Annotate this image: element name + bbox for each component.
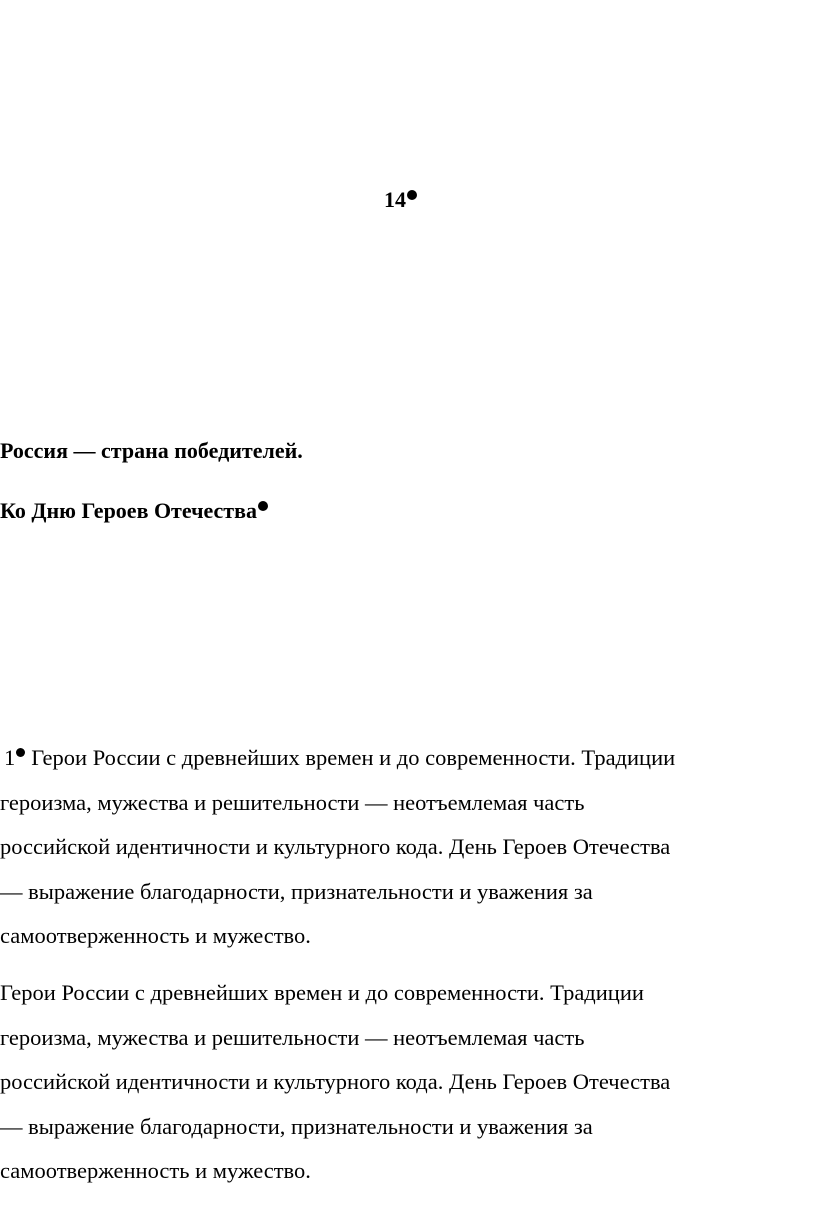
paragraph-line: — выражение благодарности, признательности и уважения за (0, 878, 593, 904)
paragraph-line: героизма, мужества и решительности — неотъемлемая часть (0, 1024, 585, 1050)
bullet-icon (407, 190, 417, 200)
paragraph-line (0, 736, 816, 781)
document-subtitle (0, 497, 268, 525)
paragraph-line: самоотверженность и мужество. (0, 923, 311, 948)
paragraph-line: — выражение благодарности, признательности и уважения за (0, 1113, 593, 1139)
page-number-text: 14 (384, 187, 406, 212)
body-paragraph-1 (0, 736, 816, 959)
paragraph-line-text: Герои России с древнейших времен и до современности. Традиции (31, 745, 676, 770)
bullet-icon (258, 501, 268, 511)
paragraph-line: Герои России с древнейших времен и до современности. Традиции (0, 980, 644, 1005)
document-title: Россия — страна победителей. (0, 438, 303, 463)
page-number (384, 186, 417, 214)
body-paragraph-2 (0, 971, 816, 1194)
document-subtitle-text: Ко Дню Героев Отечества (0, 498, 257, 523)
paragraph-line: самоотверженность и мужество. (0, 1158, 311, 1183)
paragraph-marker: 1 (4, 745, 16, 770)
paragraph-line: российской идентичности и культурного кода. День Героев Отечества (0, 834, 671, 859)
bullet-icon (16, 748, 25, 757)
paragraph-line: героизма, мужества и решительности — неотъемлемая часть (0, 789, 585, 815)
paragraph-line: российской идентичности и культурного кода. День Героев Отечества (0, 1069, 671, 1094)
